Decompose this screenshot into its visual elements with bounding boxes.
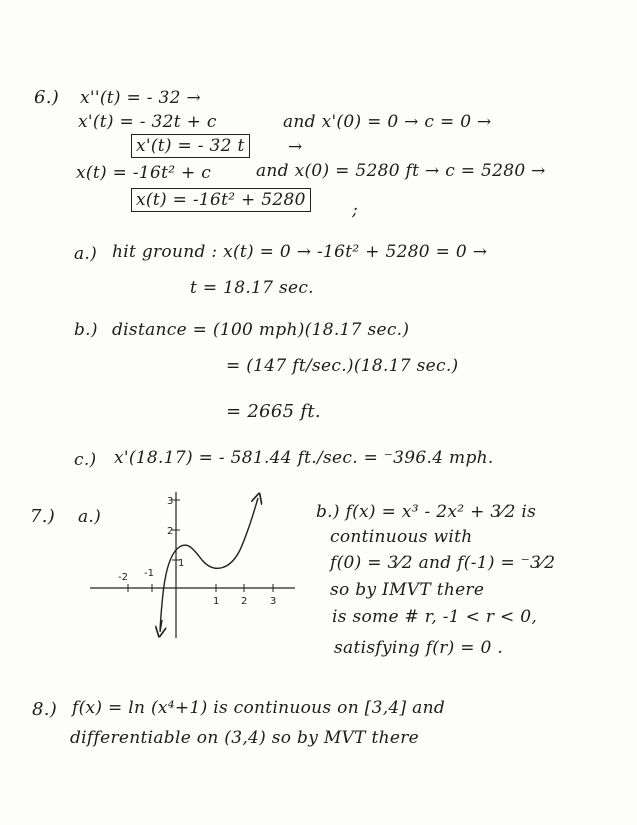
- problem-7-number: 7.): [30, 506, 56, 527]
- p7a-label: a.): [78, 507, 102, 527]
- p7b-line2: continuous with: [330, 527, 473, 547]
- p6-semicolon: ;: [352, 200, 359, 220]
- label-y-3: 3: [167, 496, 174, 507]
- label-x-neg1: -1: [144, 568, 154, 579]
- p7b-line1: b.) f(x) = x³ - 2x² + 3⁄2 is: [316, 502, 537, 522]
- p8-line1: f(x) = ln (x⁴+1) is continuous on [3,4] and: [72, 698, 446, 718]
- p6a-label: a.): [74, 244, 98, 264]
- p6a-result: t = 18.17 sec.: [190, 278, 314, 298]
- p6-velocity-general: x'(t) = - 32t + c: [78, 112, 217, 132]
- p6-velocity-condition: and x'(0) = 0 → c = 0 →: [283, 112, 492, 132]
- label-x-1: 1: [213, 596, 220, 607]
- p7b-line6: satisfying f(r) = 0 .: [334, 638, 504, 658]
- label-x-2: 2: [241, 596, 248, 607]
- label-y-2: 2: [167, 526, 174, 537]
- p7b-line5: is some # r, -1 < r < 0,: [332, 607, 538, 627]
- problem-8-number: 8.): [32, 699, 58, 720]
- label-y-1: 1: [178, 558, 185, 569]
- problem-6-number: 6.): [34, 87, 60, 108]
- p6c-label: c.): [74, 450, 97, 470]
- label-x-3: 3: [270, 596, 277, 607]
- p6-arrow: →: [288, 137, 303, 157]
- p6-velocity-boxed: x'(t) = - 32 t: [131, 134, 250, 158]
- p6c-text: x'(18.17) = - 581.44 ft./sec. = ⁻396.4 mph.: [114, 448, 494, 468]
- p8-line2: differentiable on (3,4) so by MVT there: [70, 728, 419, 748]
- p7b-line4: so by IMVT there: [330, 580, 485, 600]
- p6b-line3: = 2665 ft.: [226, 401, 321, 422]
- p7-cubic-sketch: [90, 490, 300, 640]
- p6-position-general: x(t) = -16t² + c: [76, 163, 212, 183]
- p7b-line3: f(0) = 3⁄2 and f(-1) = ⁻3⁄2: [330, 553, 556, 573]
- p6-position-boxed: x(t) = -16t² + 5280: [131, 188, 311, 212]
- p6b-line1: distance = (100 mph)(18.17 sec.): [112, 320, 410, 340]
- p6-position-condition: and x(0) = 5280 ft → c = 5280 →: [256, 161, 546, 181]
- p6a-text: hit ground : x(t) = 0 → -16t² + 5280 = 0 →: [112, 242, 488, 262]
- p6-acceleration-line: x''(t) = - 32 →: [80, 88, 202, 108]
- p6b-label: b.): [74, 320, 98, 340]
- p6b-line2: = (147 ft/sec.)(18.17 sec.): [226, 356, 459, 376]
- cubic-curve: [160, 498, 258, 630]
- label-x-neg2: -2: [118, 572, 128, 583]
